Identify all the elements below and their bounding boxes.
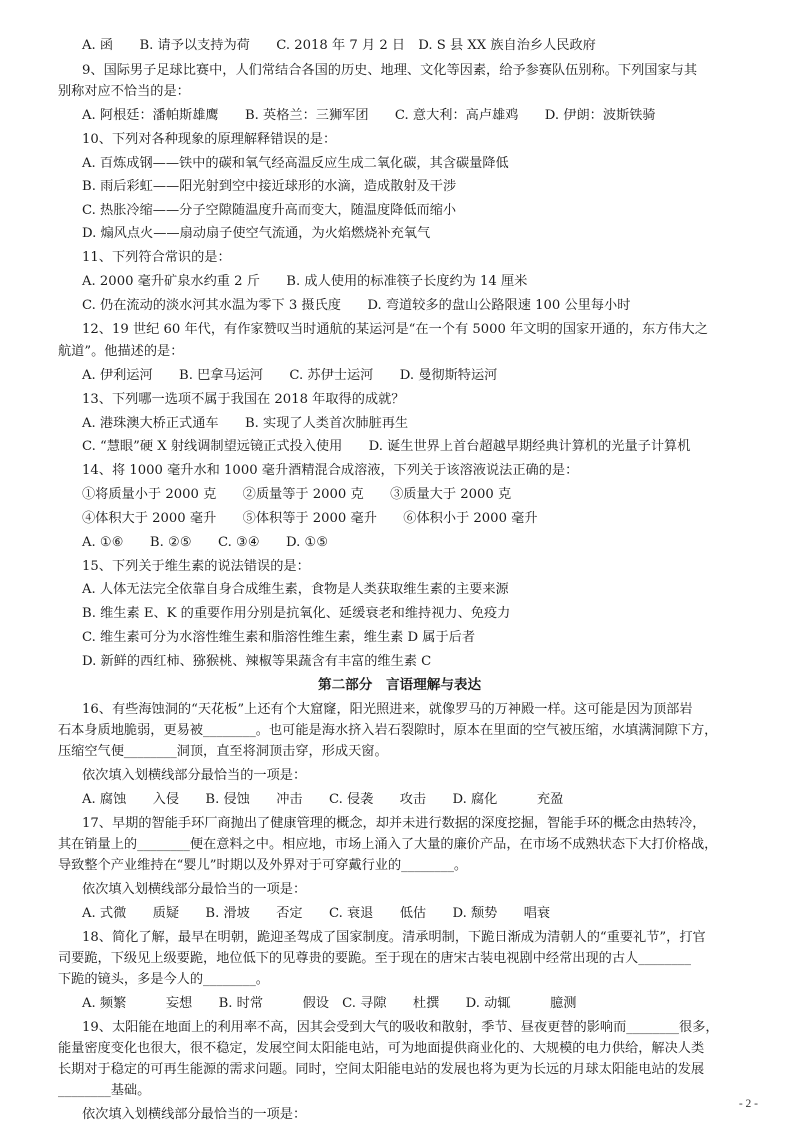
text-line: 16、有些海蚀洞的“天花板”上还有个大窟窿，阳光照进来，就像罗马的万神殿一样。这可能是因为顶部岩 <box>82 702 693 717</box>
text-line: C. 维生素可分为水溶性维生素和脂溶性维生素，维生素 D 属于后者 <box>82 630 476 645</box>
text-line: 10、下列对各种现象的原理解释错误的是： <box>82 132 337 147</box>
text-line: 压缩空气便________洞顶，直至将洞顶击穿，形成天窗。 <box>58 744 388 759</box>
text-line: B. 雨后彩虹——阳光射到空中接近球形的水滴，造成散射及干涉 <box>82 179 457 194</box>
text-line: A. 伊利运河 B. 巴拿马运河 C. 苏伊士运河 D. 曼彻斯特运河 <box>82 368 498 383</box>
text-line: ①将质量小于 2000 克 ②质量等于 2000 克 ③质量大于 2000 克 <box>82 487 512 502</box>
text-line: 19、太阳能在地面上的利用率不高，因其会受到大气的吸收和散射，季节、昼夜更替的影响而________很多， <box>82 1020 719 1035</box>
text-line: 18、简化了解，最早在明朝，跪迎圣驾成了国家制度。清承明制，下跪日渐成为清朝人的“重要礼节”，打官 <box>82 930 706 945</box>
text-line: A. ①⑥ B. ②⑤ C. ③④ D. ①⑤ <box>82 535 329 550</box>
text-line: 17、早期的智能手环厂商抛出了健康管理的概念，却并未进行数据的深度挖掘，智能手环的概念由热转冷， <box>82 816 706 831</box>
text-line: A. 函 B. 请予以支持为荷 C. 2018 年 7 月 2 日 D. S 县 XX 族自治乡人民政府 <box>82 38 596 53</box>
section-title: 第二部分 言语理解与表达 <box>318 677 482 693</box>
text-line: 9、国际男子足球比赛中，人们常结合各国的历史、地理、文化等因素，给予参赛队伍别称。下列国家与其 <box>82 63 698 78</box>
text-line: C. 热胀冷缩——分子空隙随温度升高而变大，随温度降低而缩小 <box>82 203 457 218</box>
text-line: 其在销量上的________便在意料之中。相应地，市场上涌入了大量的廉价产品，在市场不成熟状态下大打价格战， <box>58 837 718 852</box>
text-line: 长期对于稳定的可再生能源的需求问题。同时，空间太阳能电站的发展也将为更为长远的月球太阳能电站的发展 <box>58 1062 705 1077</box>
text-line: 下跪的镜头，多是今人的________。 <box>58 972 269 987</box>
text-line: 航道”。他描述的是： <box>58 344 184 359</box>
text-line: 依次填入划横线部分最恰当的一项是： <box>82 1107 307 1122</box>
text-line: A. 人体无法完全依靠自身合成维生素，食物是人类获取维生素的主要来源 <box>82 582 509 597</box>
text-line: A. 百炼成钢——铁中的碳和氧气经高温反应生成二氧化碳，其含碳量降低 <box>82 156 509 171</box>
text-line: 石本身质地脆弱，更易被________。也可能是海水挤入岩石裂隙时，原本在里面的空气被压缩，水填满洞隙下方， <box>58 723 718 738</box>
text-line: A. 港珠澳大桥正式通车 B. 实现了人类首次肺脏再生 <box>82 416 409 431</box>
text-line: C. 仍在流动的淡水河其水温为零下 3 摄氏度 D. 弯道较多的盘山公路限速 100 公里每小时 <box>82 298 631 313</box>
text-line: ________基础。 <box>58 1083 151 1098</box>
text-line: A. 频繁 妄想 B. 时常 假设 C. 寻隙 杜撰 D. 动辄 臆测 <box>82 996 577 1011</box>
page-number: - 2 - <box>738 1098 758 1110</box>
text-line: A. 式微 质疑 B. 滑坡 否定 C. 衰退 低估 D. 颓势 唱衰 <box>82 906 551 921</box>
text-line: 依次填入划横线部分最恰当的一项是： <box>82 882 307 897</box>
text-line: A. 2000 毫升矿泉水约重 2 斤 B. 成人使用的标准筷子长度约为 14 厘米 <box>82 274 528 289</box>
text-line: 11、下列符合常识的是： <box>82 250 231 265</box>
text-line: 15、下列关于维生素的说法错误的是： <box>82 559 310 574</box>
text-line: 能量密度变化也很大，很不稳定，发展空间太阳能电站，可为地面提供商业化的、大规模的电力供给，解决人类 <box>58 1041 705 1056</box>
text-line: 别称对应不恰当的是： <box>58 84 190 99</box>
text-line: 12、19 世纪 60 年代，有作家赞叹当时通航的某运河是“在一个有 5000 年文明的国家开通的，东方伟大之 <box>82 322 708 337</box>
text-line: D. 新鲜的西红柿、猕猴桃、辣椒等果蔬含有丰富的维生素 C <box>82 654 432 669</box>
text-line: 14、将 1000 毫升水和 1000 毫升酒精混合成溶液，下列关于该溶液说法正确的是： <box>82 463 579 478</box>
text-line: 依次填入划横线部分最恰当的一项是： <box>82 768 307 783</box>
text-line: 导致整个产业维持在“婴儿”时期以及外界对于可穿戴行业的________。 <box>58 858 468 873</box>
text-line: ④体积大于 2000 毫升 ⑤体积等于 2000 毫升 ⑥体积小于 2000 毫升 <box>82 511 538 526</box>
text-line: 司要跪，下级见上级要跪，地位低下的见尊贵的要跪。至于现在的唐宋古装电视剧中经常出现的古人________ <box>58 951 691 966</box>
text-line: 13、下列哪一选项不属于我国在 2018 年取得的成就？ <box>82 392 405 407</box>
text-line: C. “慧眼”硬 X 射线调制望远镜正式投入使用 D. 诞生世界上首台超越早期经典计算机的光量子计算机 <box>82 439 691 454</box>
text-line: D. 煽风点火——扇动扇子使空气流通，为火焰燃烧补充氧气 <box>82 226 431 241</box>
text-line: A. 腐蚀 入侵 B. 侵蚀 冲击 C. 侵袭 攻击 D. 腐化 充盈 <box>82 792 564 807</box>
text-line: A. 阿根廷：潘帕斯雄鹰 B. 英格兰：三狮军团 C. 意大利：高卢雄鸡 D. 伊朗：波斯铁骑 <box>82 108 656 123</box>
text-line: B. 维生素 E、K 的重要作用分别是抗氧化、延缓衰老和维持视力、免疫力 <box>82 606 511 621</box>
